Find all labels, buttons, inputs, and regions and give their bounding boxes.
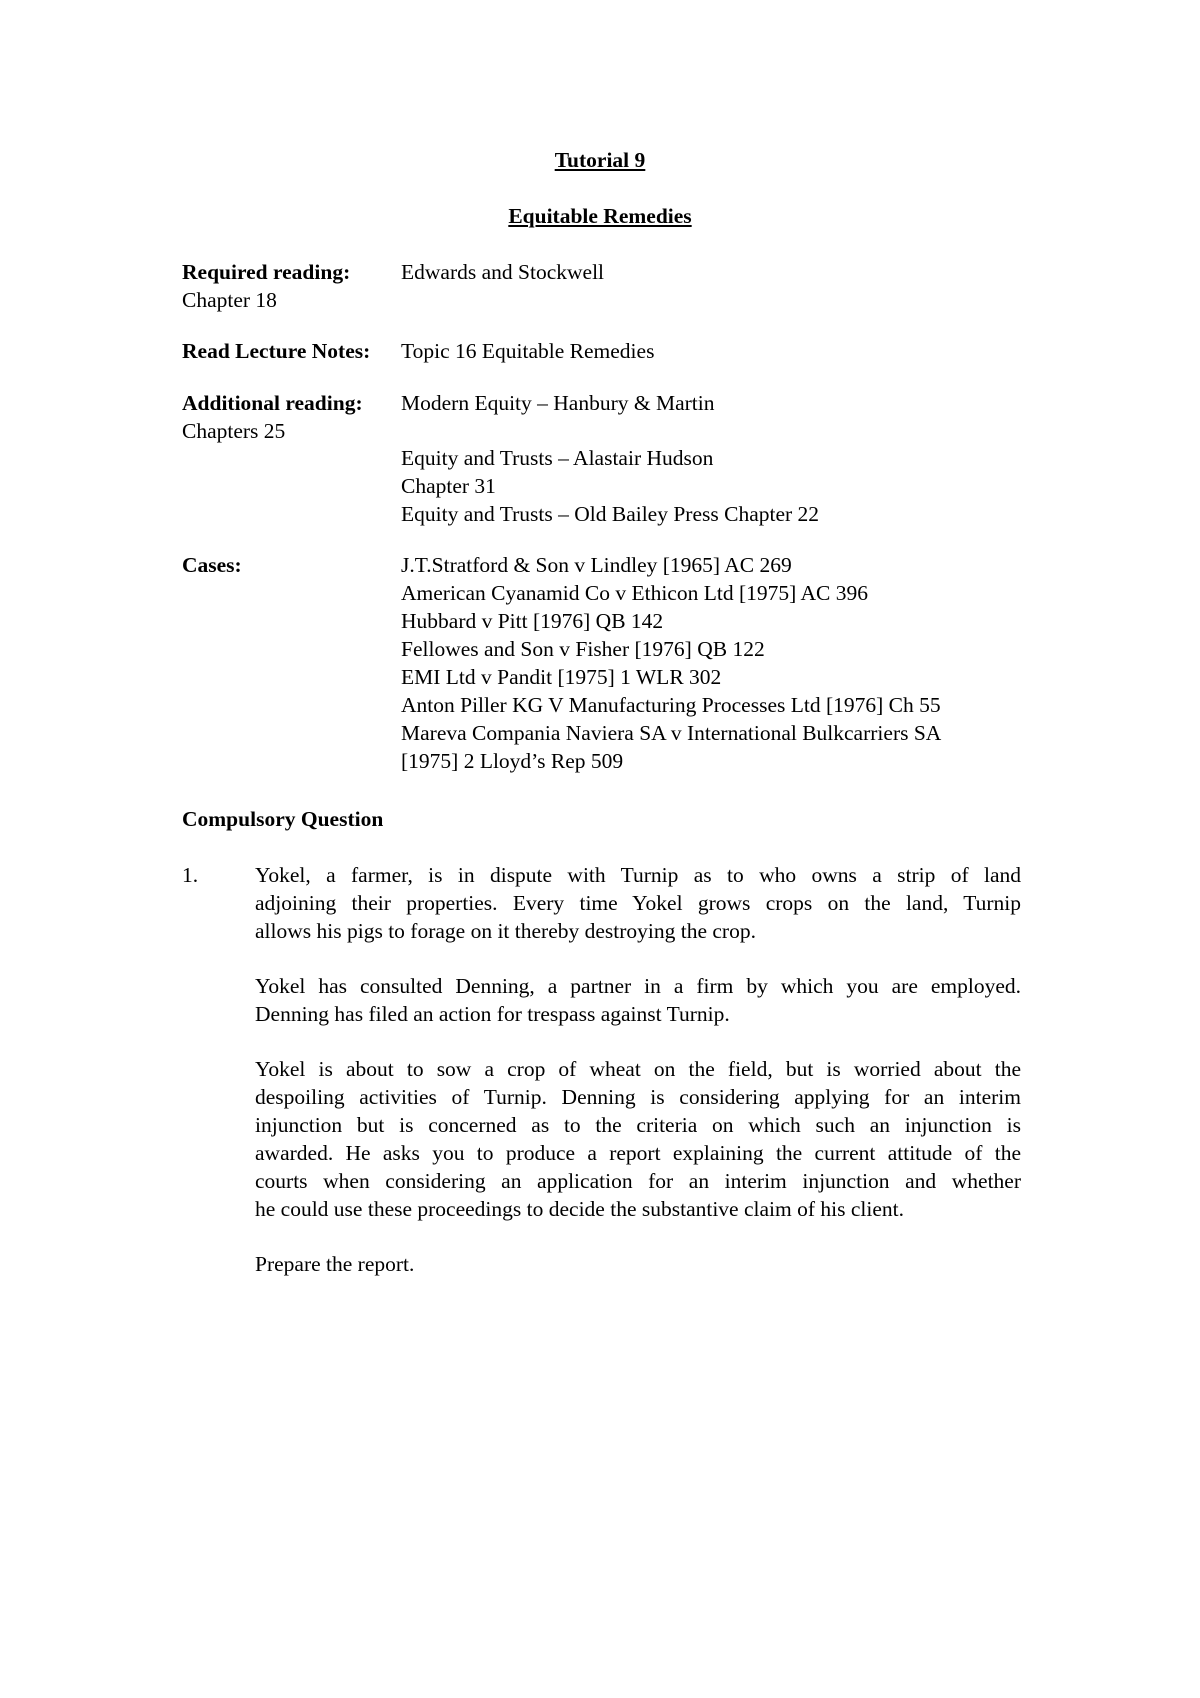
question-paragraph-1 bbox=[255, 861, 1021, 945]
additional-reading-item: Equity and Trusts – Old Bailey Press Chapter 22 bbox=[401, 502, 820, 526]
required-reading-chapter: Chapter 18 bbox=[182, 288, 277, 312]
case-item: EMI Ltd v Pandit [1975] 1 WLR 302 bbox=[401, 665, 722, 689]
case-item: American Cyanamid Co v Ethicon Ltd [1975] AC 396 bbox=[401, 581, 868, 605]
page-title: Tutorial 9 bbox=[554, 148, 646, 172]
question-number: 1. bbox=[182, 863, 199, 887]
cases-label: Cases: bbox=[182, 553, 242, 577]
paragraph-line: Yokel is about to sow a crop of wheat on the field, but is worried about the bbox=[255, 1057, 1021, 1081]
paragraph-line: adjoining their properties. Every time Yokel grows crops on the land, Turnip bbox=[255, 891, 1021, 915]
paragraph-line: injunction but is concerned as to the criteria on which such an injunction is bbox=[255, 1113, 1021, 1137]
case-item: J.T.Stratford & Son v Lindley [1965] AC 269 bbox=[401, 553, 792, 577]
paragraph-line: Yokel has consulted Denning, a partner in a firm by which you are employed. bbox=[255, 974, 1021, 998]
lecture-notes-label: Read Lecture Notes: bbox=[182, 339, 371, 363]
paragraph-line: despoiling activities of Turnip. Denning is considering applying for an interim bbox=[255, 1085, 1021, 1109]
case-item: Hubbard v Pitt [1976] QB 142 bbox=[401, 609, 664, 633]
paragraph-line: Denning has filed an action for trespass against Turnip. bbox=[255, 1002, 730, 1026]
required-reading-value: Edwards and Stockwell bbox=[401, 260, 605, 284]
additional-reading-item: Chapter 31 bbox=[401, 474, 496, 498]
question-paragraph-3 bbox=[255, 1055, 1021, 1223]
case-item: Anton Piller KG V Manufacturing Processes Ltd [1976] Ch 55 bbox=[401, 693, 941, 717]
required-reading-label: Required reading: bbox=[182, 260, 351, 284]
page-subtitle: Equitable Remedies bbox=[508, 204, 692, 228]
paragraph-line: awarded. He asks you to produce a report explaining the current attitude of the bbox=[255, 1141, 1021, 1165]
case-item: [1975] 2 Lloyd’s Rep 509 bbox=[401, 749, 624, 773]
question-paragraph-2 bbox=[255, 972, 1021, 1028]
paragraph-line: Yokel, a farmer, is in dispute with Turnip as to who owns a strip of land bbox=[255, 863, 1021, 887]
additional-reading-value: Modern Equity – Hanbury & Martin bbox=[401, 391, 715, 415]
lecture-notes-value: Topic 16 Equitable Remedies bbox=[401, 339, 655, 363]
case-item: Mareva Compania Naviera SA v International Bulkcarriers SA bbox=[401, 721, 942, 745]
paragraph-line: he could use these proceedings to decide the substantive claim of his client. bbox=[255, 1197, 904, 1221]
case-item: Fellowes and Son v Fisher [1976] QB 122 bbox=[401, 637, 765, 661]
question-heading: Compulsory Question bbox=[182, 807, 384, 831]
additional-reading-label: Additional reading: bbox=[182, 391, 363, 415]
additional-reading-chapters: Chapters 25 bbox=[182, 419, 286, 443]
paragraph-line: courts when considering an application for an interim injunction and whether bbox=[255, 1169, 1021, 1193]
paragraph-line: allows his pigs to forage on it thereby destroying the crop. bbox=[255, 919, 756, 943]
question-paragraph-4: Prepare the report. bbox=[255, 1252, 415, 1276]
additional-reading-item: Equity and Trusts – Alastair Hudson bbox=[401, 446, 714, 470]
